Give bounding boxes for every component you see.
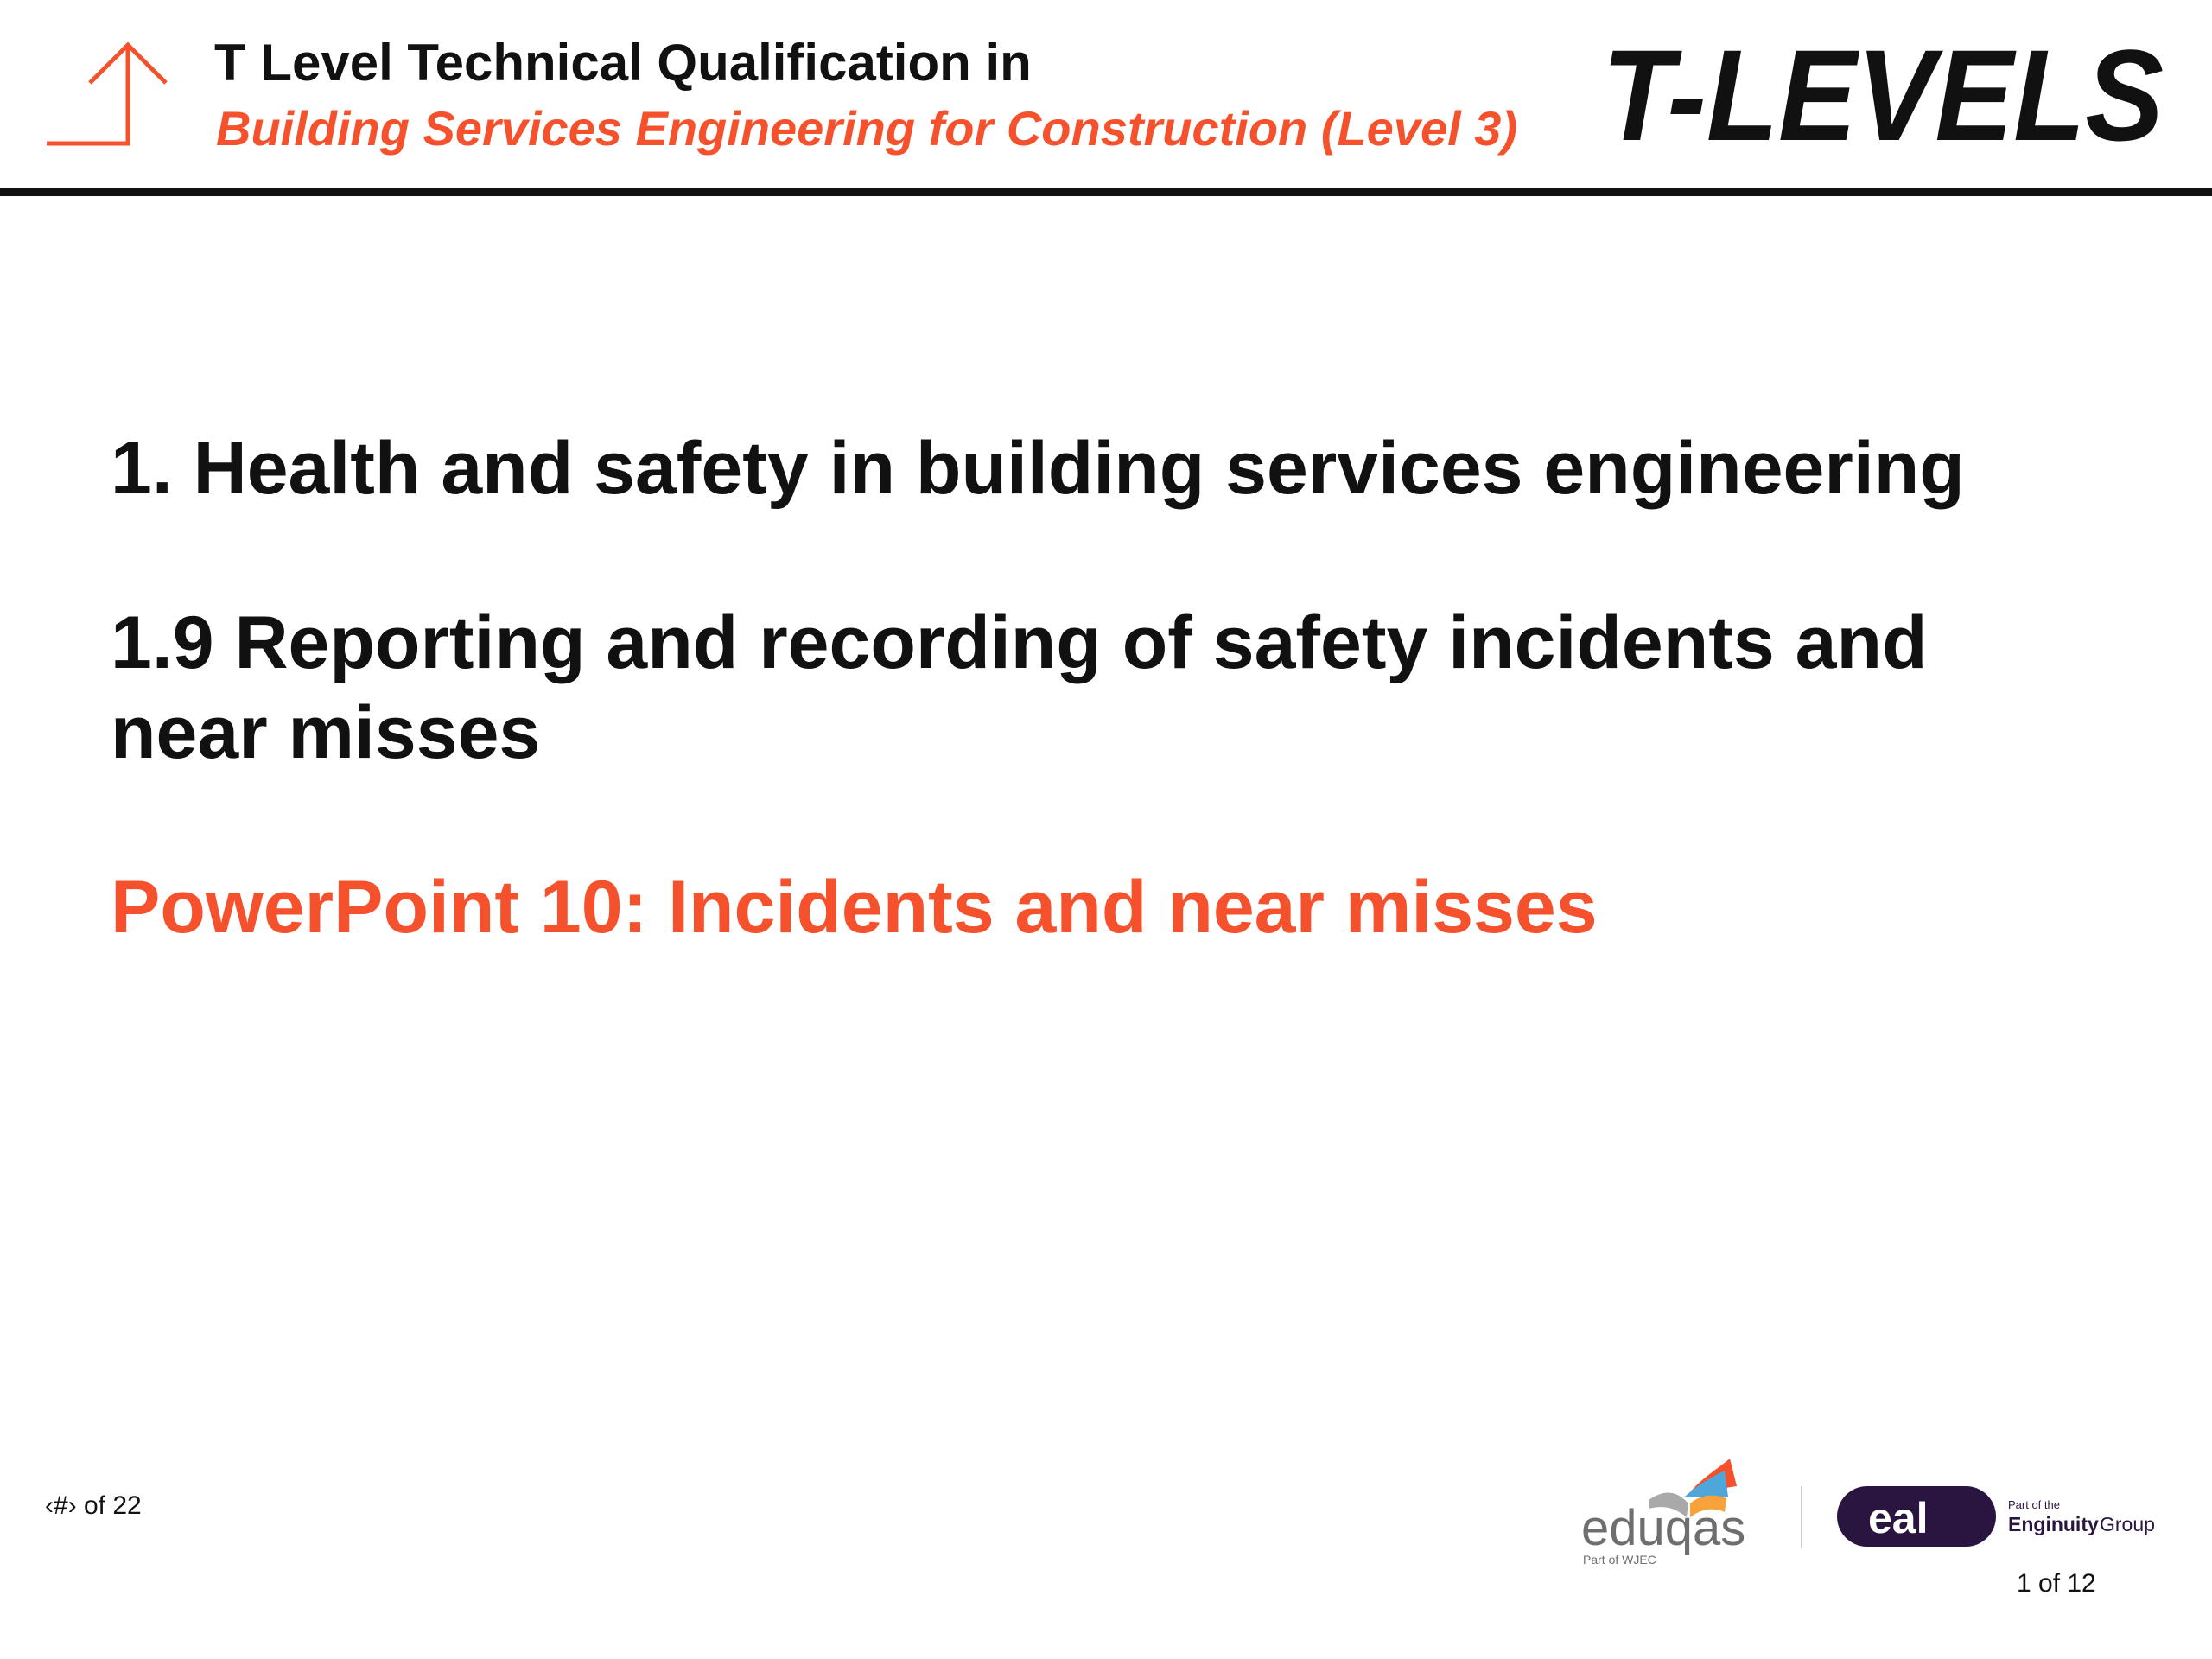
slide-header bbox=[0, 0, 2212, 188]
eal-tagline-part: Part of the bbox=[2008, 1498, 2060, 1511]
eduqas-logo bbox=[1581, 1459, 1745, 1567]
eal-tagline-enginuity: Enginuity bbox=[2008, 1513, 2099, 1535]
eal-logo bbox=[1837, 1486, 2155, 1547]
partner-logos bbox=[1573, 1452, 2177, 1573]
arrow-up-corner-icon bbox=[45, 38, 175, 150]
header-title: T Level Technical Qualification in bbox=[214, 34, 1032, 92]
eal-tagline-group: Group bbox=[2100, 1513, 2155, 1535]
eduqas-wordmark: eduqas bbox=[1581, 1500, 1746, 1556]
logo-separator bbox=[1801, 1486, 1802, 1548]
slide-number: ‹#› of 22 bbox=[45, 1491, 142, 1520]
t-levels-logo bbox=[1597, 38, 2176, 152]
slide-content bbox=[111, 423, 2098, 952]
header-divider bbox=[0, 188, 2212, 196]
t-levels-logo-text: T-LEVELS bbox=[1602, 38, 2164, 152]
page-counter: 1 of 12 bbox=[2017, 1569, 2096, 1598]
presentation-title: PowerPoint 10: Incidents and near misses bbox=[111, 866, 1598, 949]
subsection-heading: 1.9 Reporting and recording of safety incidents and near misses bbox=[111, 601, 1928, 774]
section-heading: 1. Health and safety in building services engineering bbox=[111, 427, 1965, 510]
header-subtitle: Building Services Engineering for Construction (Level 3) bbox=[216, 101, 1518, 156]
eal-wordmark: eal bbox=[1868, 1494, 1929, 1542]
eduqas-tagline: Part of WJEC bbox=[1583, 1553, 1656, 1567]
